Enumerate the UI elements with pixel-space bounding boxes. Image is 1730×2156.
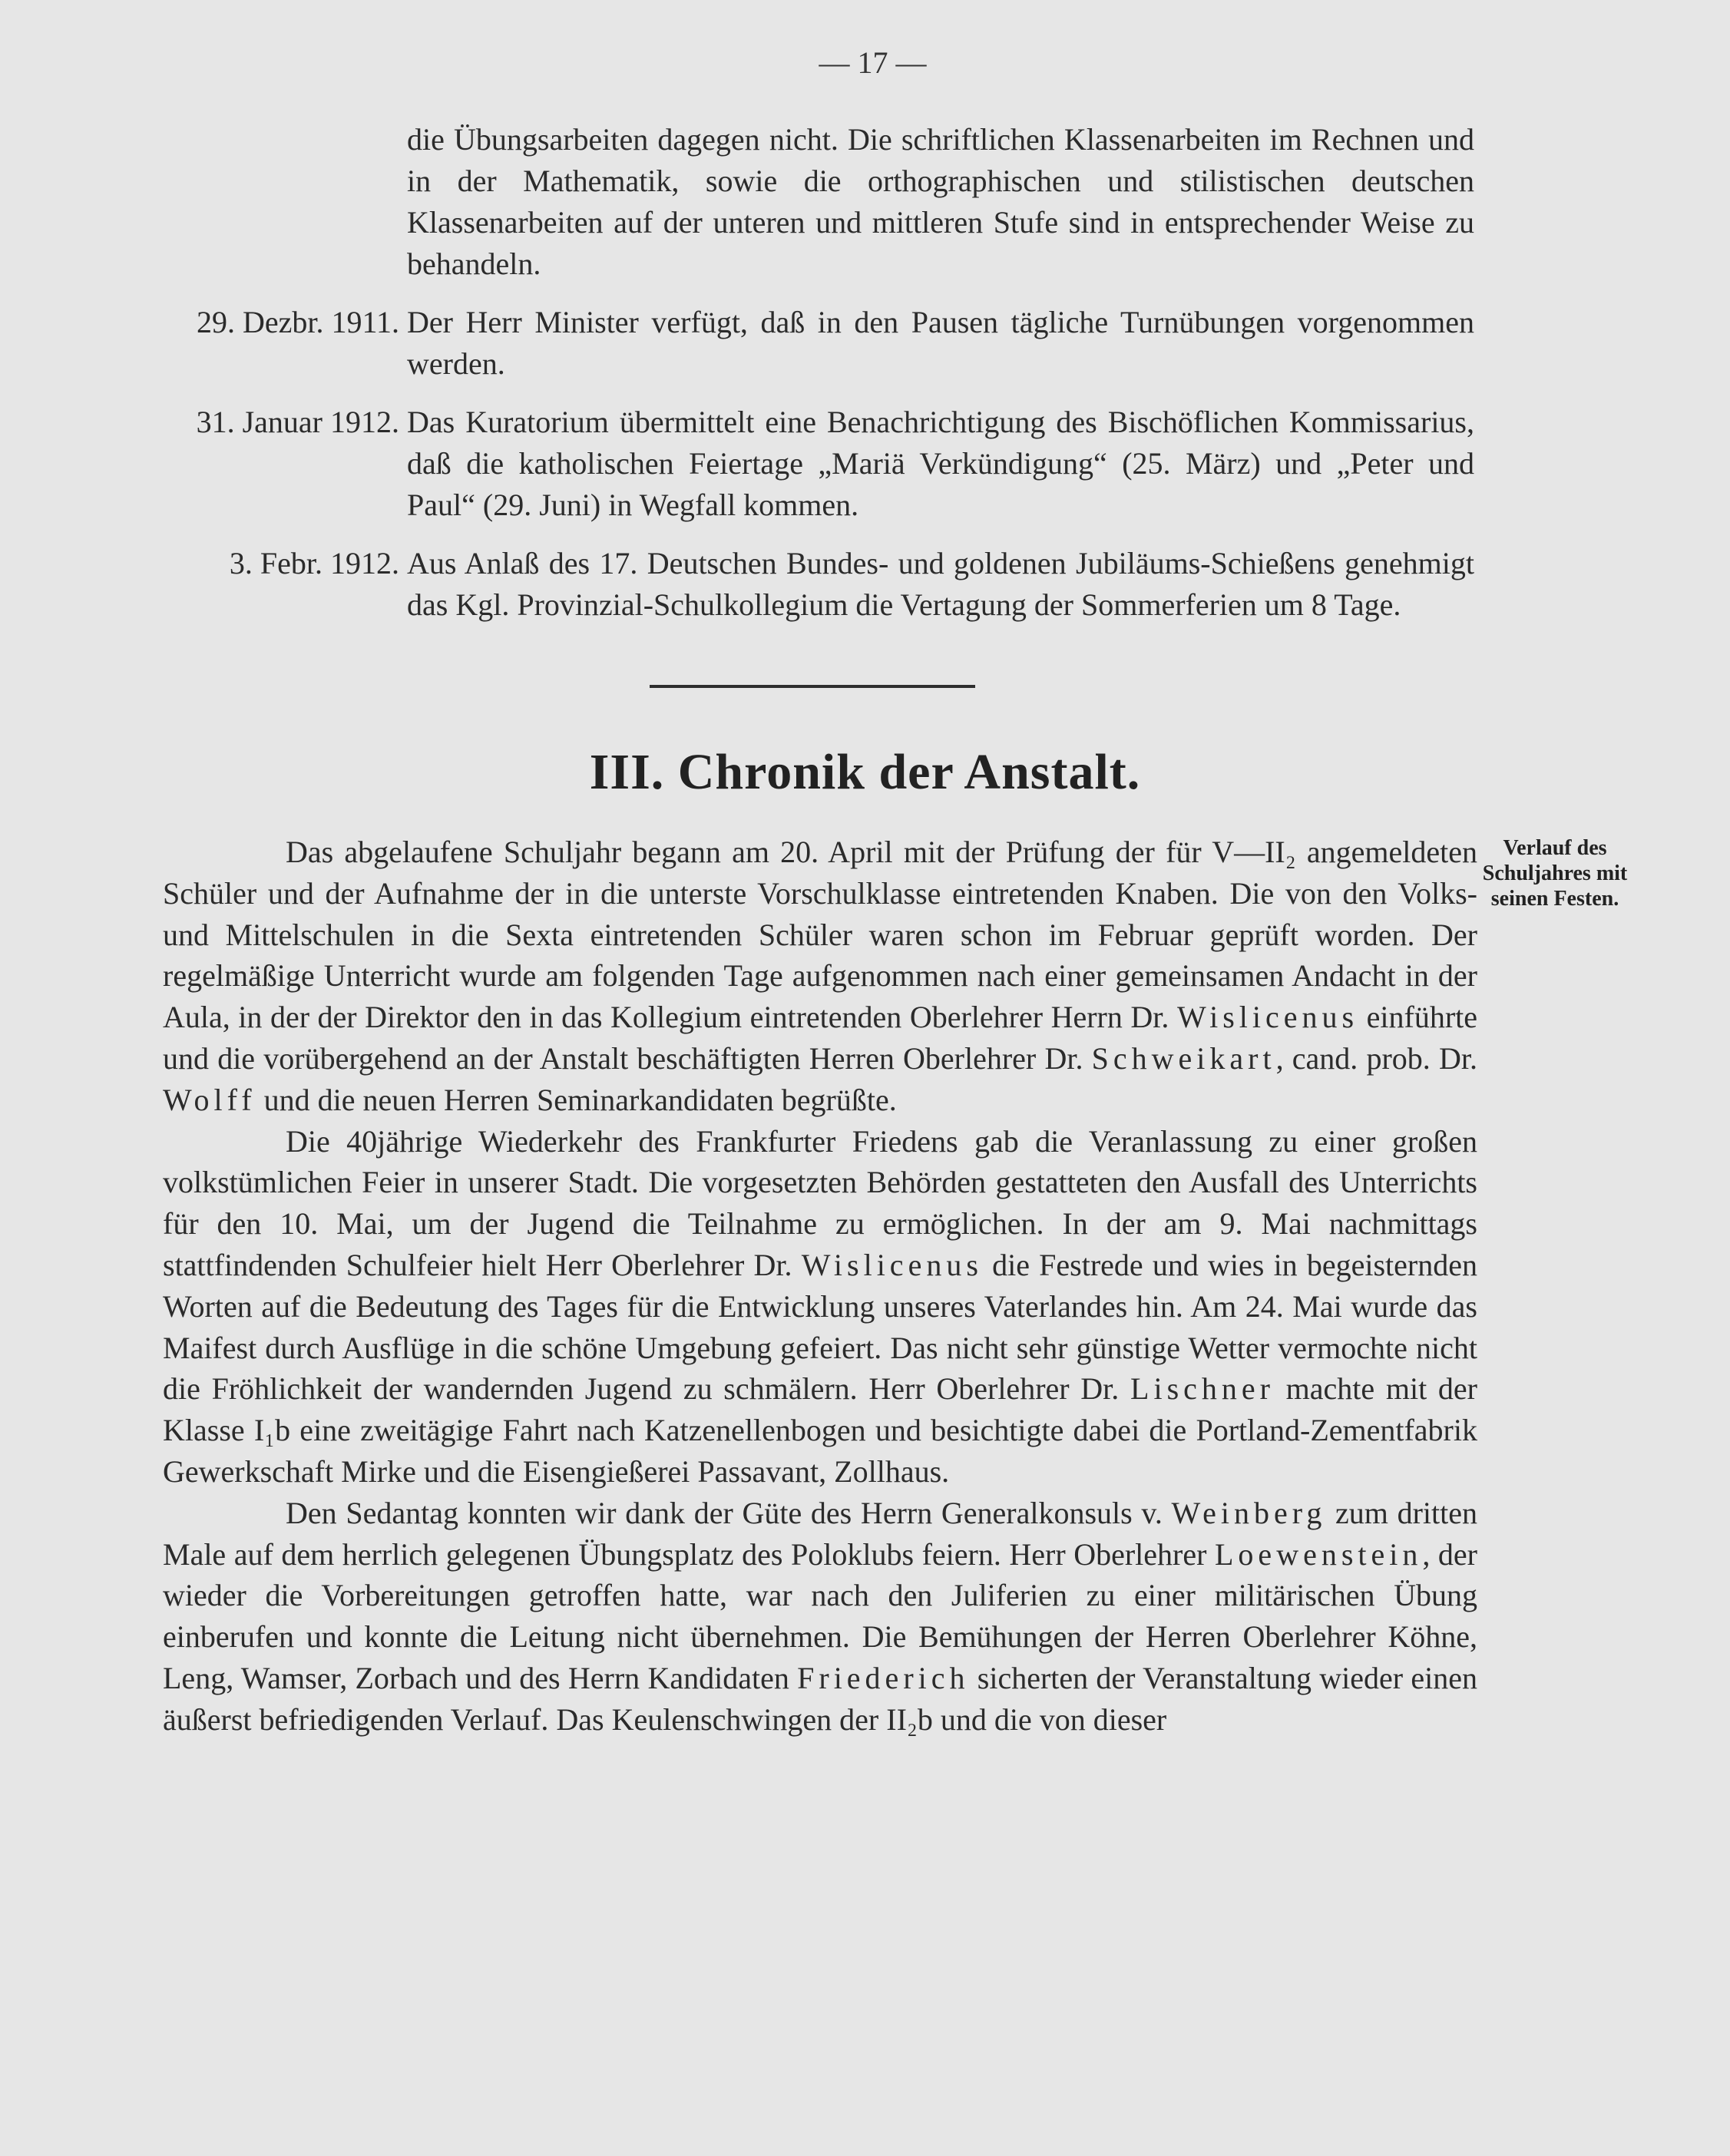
section-heading: III. Chronik der Anstalt. [589,744,1141,800]
person-name: Friederich [797,1660,970,1695]
entry-text: die Übungsarbeiten dagegen nicht. Die schriftlichen Klassenarbeiten im Rechnen und in der Mathematik, sowie die orthographischen und stilistischen deutschen Klassenarbeiten auf der unteren und mittleren Stufe sind in entsprechender Weise zu behandeln. [407,122,1474,281]
person-name: Wislicenus [1176,1000,1359,1035]
margin-note: Verlauf des Schuljahres mit seinen Festen. [1482,836,1628,911]
entry-text: Der Herr Minister verfügt, daß in den Pausen tägliche Turnübungen vorgenommen werden. [407,305,1474,381]
entry-1912-01-31 [115,402,1474,526]
chronicle-entries [115,119,1474,643]
person-name: Weinberg [1171,1495,1327,1530]
page-number: — 17 — [819,45,927,80]
entry-date: 31. Januar 1912. [196,405,399,439]
entry-date: 29. Dezbr. 1911. [196,305,399,339]
paragraph-sedan-day: Den Sedantag konnten wir dank der Güte des Herrn Generalkonsuls v. Weinberg zum dritten Male auf dem herrlich gelegenen Übungsplatz des Poloklubs feiern. Herr Oberlehrer Loewenstein, der wieder die Vorbereitungen getroffen hatte, war nach den Juliferien zu einer militärischen Übung einberufen und konnte die Leitung nicht übernehmen. Die Bemühungen der Herren Oberlehrer Köhne, Leng, Wamser, Zorbach und des Herrn Kandidaten Friederich sicherten der Veranstaltung wieder einen äußerst befriedigenden Verlauf. Das Keulenschwingen der II₂b und die von dieser [163,1495,1478,1737]
person-name: Lischner [1130,1371,1275,1407]
paragraph-school-year: Das abgelaufene Schuljahr begann am 20. April mit der Prüfung der für V—II₂ angemeldeten Schüler und der Aufnahme der in die unterste Vorschulklasse eintretenden Knaben. Die von den Volks- und Mittelschulen in die Sexta eintretenden Schüler waren schon im Februar geprüft worden. Der regelmäßige Unterricht wurde am folgenden Tage aufgenommen nach einer gemeinsamen Andacht in der Aula, in der der Direktor den in das Kollegium eintretenden Oberlehrer Herrn Dr. Wislicenus einführte und die vorübergehend an der Anstalt beschäftigten Herren Oberlehrer Dr. Schweikart, cand. prob. Dr. Wolff und die neuen Herren Seminarkandidaten begrüßte. [163,835,1478,1117]
paragraph-peace-celebration: Die 40jährige Wiederkehr des Frankfurter Friedens gab die Veranlassung zu einer großen volkstümlichen Feier in unserer Stadt. Die vorgesetzten Behörden gestatteten den Ausfall des Unterrichts für den 10. Mai, um der Jugend die Teilnahme zu ermöglichen. In der am 9. Mai nachmittags stattfindenden Schulfeier hielt Herr Oberlehrer Dr. Wislicenus die Festrede und wies in begeisternden Worten auf die Bedeutung des Tages für die Entwicklung unseres Vaterlandes hin. Am 24. Mai wurde das Maifest durch Ausflüge in die schöne Umgebung gefeiert. Das nicht sehr günstige Wetter vermochte nicht die Fröhlichkeit der wandernden Jugend zu schmälern. Herr Oberlehrer Dr. Lischner machte mit der Klasse I₁b eine zweitägige Fahrt nach Katzenellenbogen und besichtigte dabei die Portland-Zementfabrik Gewerkschaft Mirke und die Eisengießerei Passavant, Zollhaus. [163,1123,1478,1489]
entry-1911-12-29 [115,302,1474,385]
entry-continuation [115,119,1474,285]
person-name: Schweikart [1091,1040,1276,1076]
person-name: Wolff [163,1082,256,1117]
entry-1912-02-03 [115,543,1474,626]
entry-text: Das Kuratorium übermittelt eine Benachrichtigung des Bischöflichen Kommissarius, daß die katholischen Feiertage „Mariä Verkündigung“ (25. März) und „Peter und Paul“ (29. Juni) in Wegfall kommen. [407,405,1474,522]
person-names: Köhne, Leng, Wamser, Zorbach [163,1619,1477,1695]
entry-date [115,119,407,285]
chronicle-body [163,832,1477,1741]
entry-text: Aus Anlaß des 17. Deutschen Bundes- und goldenen Jubiläums-Schießens genehmigt das Kgl. Provinzial-Schulkollegium die Vertagung der Sommerferien um 8 Tage. [407,546,1474,622]
section-divider [650,685,975,688]
person-name: Loewenstein [1215,1536,1423,1572]
entry-date: 3. Febr. 1912. [229,546,399,580]
person-name: Wislicenus [801,1247,983,1282]
